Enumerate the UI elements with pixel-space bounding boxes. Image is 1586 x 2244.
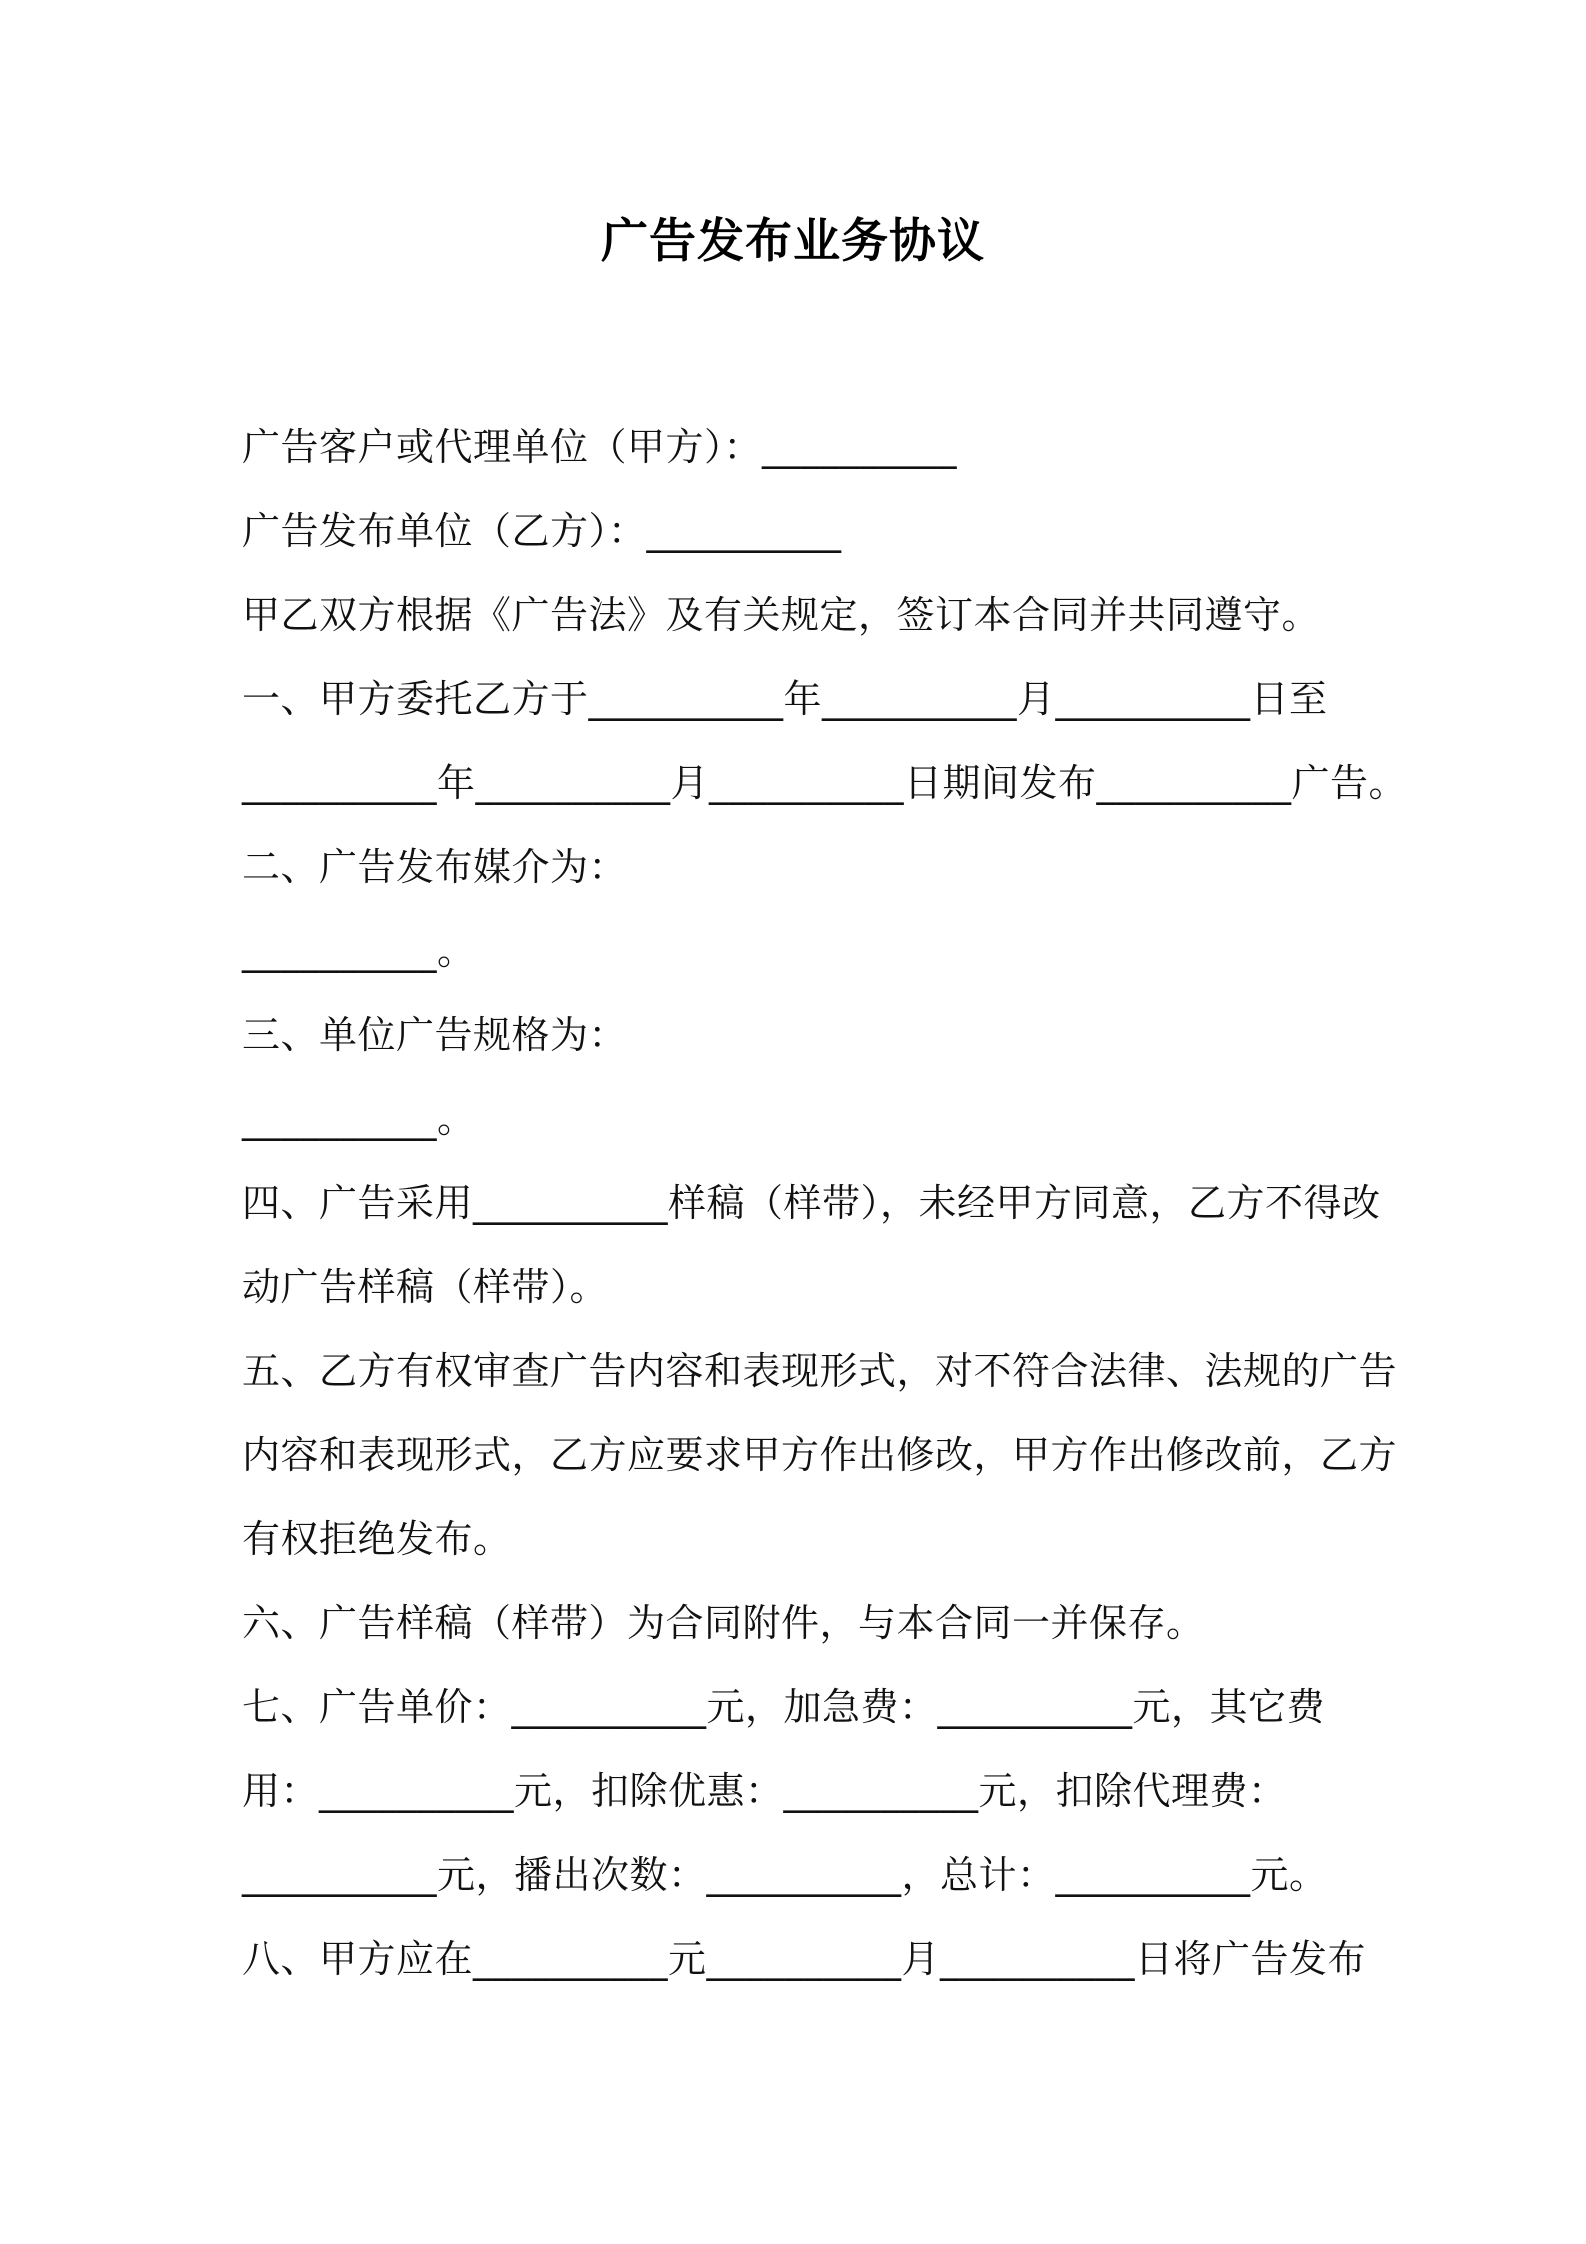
clause-2-heading: 二、广告发布媒介为： xyxy=(242,845,628,889)
clause-1-line-1: 一、甲方委托乙方于__________年__________月__________日至 xyxy=(242,677,1328,721)
clause-6-line: 六、广告样稿（样带）为合同附件，与本合同一并保存。 xyxy=(242,1601,1205,1645)
clause-7-line-1: 七、广告单价：__________元，加急费：__________元，其它费 xyxy=(242,1685,1326,1729)
party-b-line: 广告发布单位（乙方）：__________ xyxy=(242,509,842,553)
clause-1-line-2: __________年__________月__________日期间发布__________广告。 xyxy=(242,761,1408,805)
clause-2-blank: __________。 xyxy=(242,929,476,973)
party-a-line: 广告客户或代理单位（甲方）：__________ xyxy=(242,425,958,469)
clause-3-blank: __________。 xyxy=(242,1097,476,1141)
clause-4-line-2: 动广告样稿（样带）。 xyxy=(242,1265,609,1309)
clause-5-line-2: 内容和表现形式，乙方应要求甲方作出修改，甲方作出修改前，乙方 xyxy=(242,1433,1398,1477)
clause-5-line-1: 五、乙方有权审查广告内容和表现形式，对不符合法律、法规的广告 xyxy=(242,1349,1398,1393)
document-title: 广告发布业务协议 xyxy=(601,214,985,269)
clause-5-line-3: 有权拒绝发布。 xyxy=(242,1517,512,1561)
clause-7-line-2: 用：__________元，扣除优惠：__________元，扣除代理费： xyxy=(242,1769,1287,1813)
document-body xyxy=(242,405,1408,2001)
preamble-line: 甲乙双方根据《广告法》及有关规定，签订本合同并共同遵守。 xyxy=(242,593,1321,637)
clause-3-heading: 三、单位广告规格为： xyxy=(242,1013,628,1057)
clause-8-line-1: 八、甲方应在__________元__________月__________日将广告发布 xyxy=(242,1937,1367,1981)
clause-4-line-1: 四、广告采用__________样稿（样带），未经甲方同意，乙方不得改 xyxy=(242,1181,1381,1225)
clause-7-line-3: __________元，播出次数：__________，总计：__________元。 xyxy=(242,1853,1328,1897)
